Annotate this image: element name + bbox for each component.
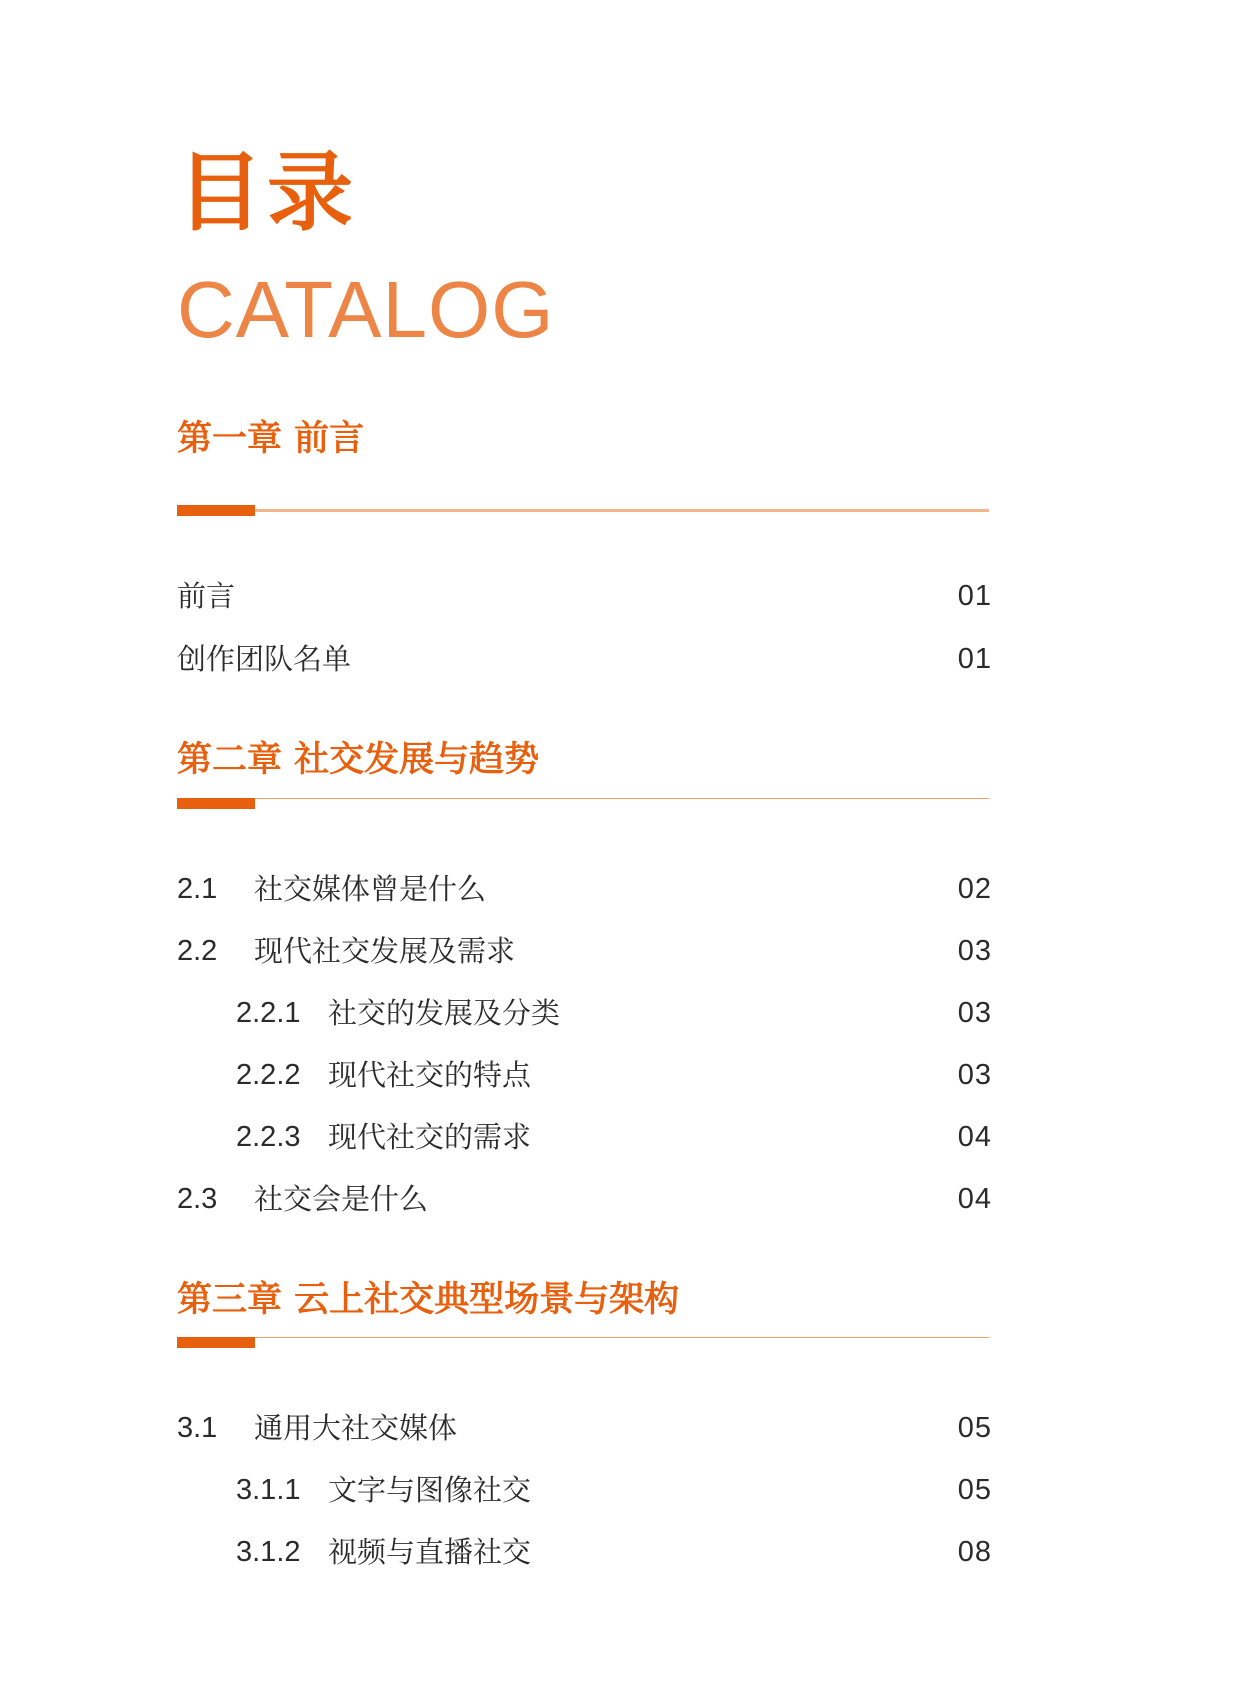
toc-entry-page: 04 [957,1183,992,1215]
chapter-1-title[interactable]: 第一章 前言 [177,419,365,459]
toc-entry-page: 05 [957,1474,992,1506]
divider-line [177,509,989,512]
toc-entry-label: 现代社交发展及需求 [254,934,516,968]
divider-accent [177,505,255,516]
toc-entry-label: 前言 [177,579,236,613]
toc-entry-number: 2.2.3 [236,1121,301,1153]
toc-entry[interactable] [177,993,992,1033]
catalog-title-en: CATALOG [177,265,555,354]
toc-entry[interactable] [177,576,992,616]
toc-entry-number: 3.1.2 [236,1536,301,1568]
toc-entry-page: 02 [957,873,992,905]
toc-entry-number: 3.1.1 [236,1474,301,1506]
toc-entry-label: 社交的发展及分类 [328,996,561,1030]
toc-entry-number: 2.2.1 [236,997,301,1029]
toc-entry-label: 社交媒体曾是什么 [254,872,487,906]
catalog-title-cn: 目录 [177,143,357,243]
toc-entry-number: 3.1 [177,1412,218,1444]
toc-entry-label: 通用大社交媒体 [254,1411,458,1445]
chapter-2-title[interactable]: 第二章 社交发展与趋势 [177,740,540,780]
divider-line [177,1337,989,1338]
toc-entry-number: 2.3 [177,1183,218,1215]
toc-entry-page: 03 [957,1059,992,1091]
toc-entry-number: 2.2.2 [236,1059,301,1091]
chapter-3-divider [177,1337,989,1349]
toc-entry-label: 创作团队名单 [177,642,352,676]
toc-entry[interactable] [177,639,992,679]
divider-accent [177,798,255,809]
toc-entry[interactable] [177,1055,992,1095]
toc-entry-label: 文字与图像社交 [328,1473,532,1507]
divider-accent [177,1337,255,1348]
toc-entry[interactable] [177,1179,992,1219]
toc-entry-label: 现代社交的特点 [328,1058,532,1092]
toc-entry-page: 01 [957,580,992,612]
toc-entry[interactable] [177,1470,992,1510]
toc-entry-page: 04 [957,1121,992,1153]
toc-entry[interactable] [177,1117,992,1157]
toc-entry-page: 08 [957,1536,992,1568]
toc-entry-label: 社交会是什么 [254,1182,429,1216]
toc-entry-number: 2.2 [177,935,218,967]
toc-entry[interactable] [177,869,992,909]
divider-line [177,798,989,799]
toc-entry[interactable] [177,1532,992,1572]
toc-entry-page: 03 [957,935,992,967]
toc-entry-label: 现代社交的需求 [328,1120,532,1154]
toc-entry-page: 03 [957,997,992,1029]
chapter-1-divider [177,505,989,517]
chapter-2-divider [177,798,989,810]
chapter-3-title[interactable]: 第三章 云上社交典型场景与架构 [177,1280,680,1320]
toc-entry[interactable] [177,1408,992,1448]
toc-entry-number: 2.1 [177,873,218,905]
toc-entry[interactable] [177,931,992,971]
toc-entry-page: 05 [957,1412,992,1444]
toc-entry-page: 01 [957,643,992,675]
toc-entry-label: 视频与直播社交 [328,1535,532,1569]
